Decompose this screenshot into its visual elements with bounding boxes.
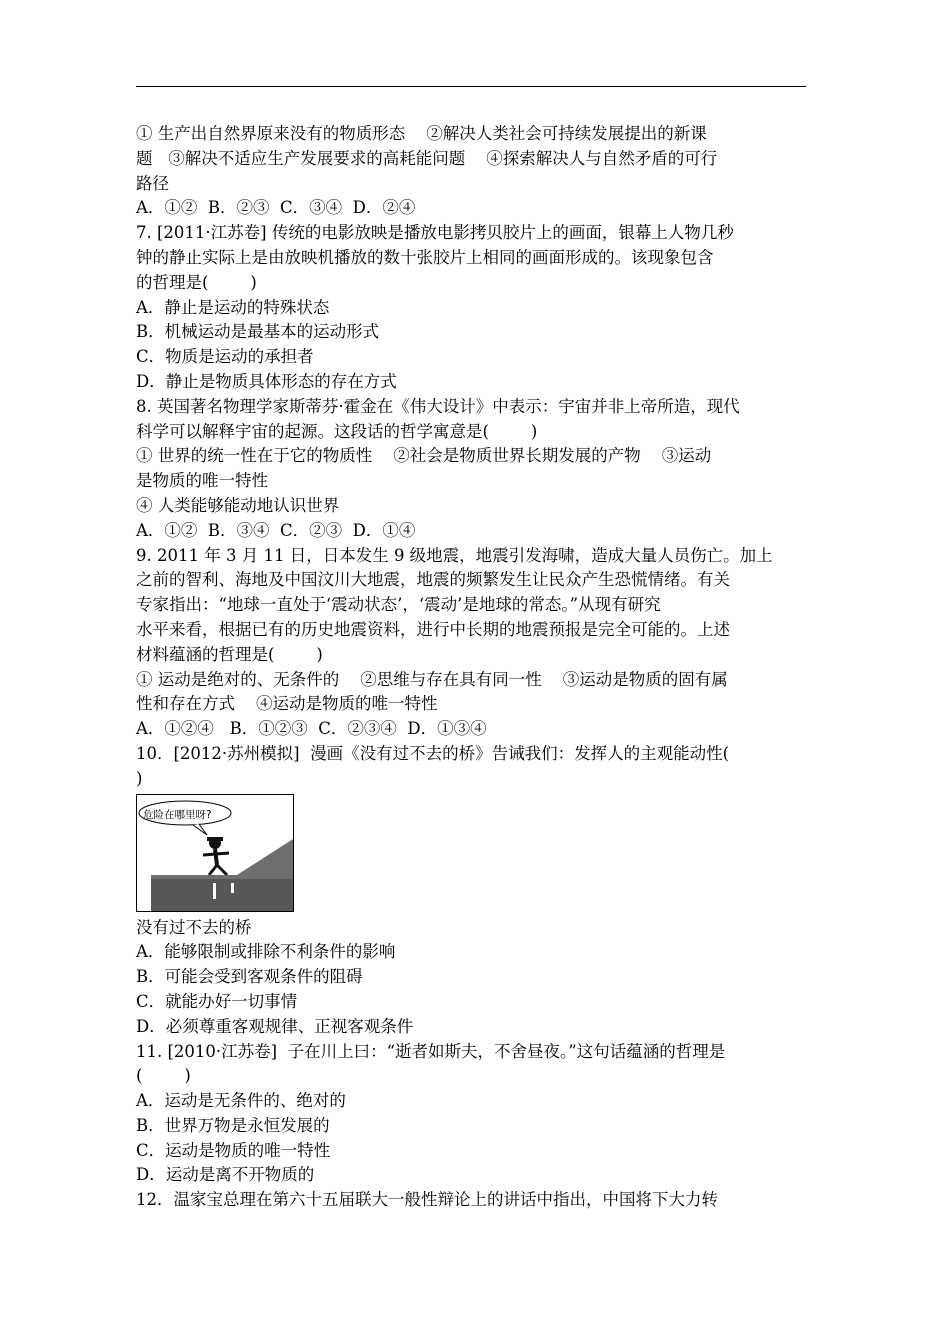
q8-stem-line: 是物质的唯一特性 [136, 471, 268, 491]
question-6-tail [136, 122, 808, 221]
q8-stem-line: 8. 英国著名物理学家斯蒂芬·霍金在《伟大设计》中表示：宇宙并非上帝所造，现代 [136, 396, 740, 416]
q8-stem-line: 科学可以解释宇宙的起源。这段话的哲学寓意是( ) [136, 421, 538, 441]
q9-stem-line: 之前的智利、海地及中国汶川大地震，地震的频繁发生让民众产生恐慌情绪。有关 [136, 570, 730, 590]
q6-answer-choices: A．①② B．②③ C．③④ D．②④ [136, 198, 416, 218]
q6-line: ① 生产出自然界原来没有的物质形态 ②解决人类社会可持续发展提出的新课 [136, 124, 707, 143]
speech-bubble-text: 危险在哪里呀? [143, 808, 212, 821]
q6-line: 题 ③解决不适应生产发展要求的高耗能问题 ④探索解决人与自然矛盾的可行 [136, 148, 718, 168]
q9-stem-line: 水平来看，根据已有的历史地震资料，进行中长期的地震预报是完全可能的。上述 [136, 619, 730, 639]
q7-option-b: B．机械运动是最基本的运动形式 [136, 322, 380, 342]
q10-option-a: A．能够限制或排除不利条件的影响 [136, 942, 396, 962]
q8-stem-line: ④ 人类能够能动地认识世界 [136, 495, 340, 515]
bridge-gap [231, 883, 234, 893]
q7-stem-line: 7. [2011·江苏卷] 传统的电影放映是播放电影拷贝胶片上的画面，银幕上人物几秒 [136, 223, 734, 243]
cartoon-caption: 没有过不去的桥 [136, 917, 252, 937]
q10-stem-line: ) [136, 768, 143, 788]
left-void [137, 879, 151, 911]
question-10 [136, 742, 808, 1040]
q10-option-d: D．必须尊重客观规律、正视客观条件 [136, 1016, 414, 1036]
q9-stem-line: 性和存在方式 ④运动是物质的唯一特性 [136, 694, 438, 714]
person-arms [203, 853, 229, 855]
q9-stem-line: ① 运动是绝对的、无条件的 ②思维与存在具有同一性 ③运动是物质的固有属 [136, 669, 728, 689]
question-12 [136, 1188, 808, 1213]
q7-option-d: D．静止是物质具体形态的存在方式 [136, 371, 397, 391]
question-8 [136, 395, 808, 544]
q11-stem-line: 11. [2010·江苏卷] 子在川上曰：“逝者如斯夫，不舍昼夜。”这句话蕴涵的哲理是 [136, 1041, 726, 1061]
q11-option-b: B．世界万物是永恒发展的 [136, 1115, 330, 1135]
q10-stem-line: 10．[2012·苏州模拟] 漫画《没有过不去的桥》告诫我们：发挥人的主观能动性( [136, 743, 730, 763]
q11-option-c: C．运动是物质的唯一特性 [136, 1140, 331, 1160]
q7-option-a: A．静止是运动的特殊状态 [136, 297, 330, 317]
q9-answer-choices: A．①②④ B．①②③ C．②③④ D．①③④ [136, 719, 487, 739]
person-body [215, 849, 217, 865]
exam-page [136, 122, 808, 1213]
person-left-leg [209, 865, 217, 875]
q7-stem-line: 钟的静止实际上是由放映机播放的数十张胶片上相同的画面形成的。该现象包含 [136, 247, 714, 267]
q12-stem-line: 12．温家宝总理在第六十五届联大一般性辩论上的讲话中指出，中国将下大力转 [136, 1190, 718, 1210]
hill-slope [151, 839, 293, 881]
q10-option-b: B．可能会受到客观条件的阻碍 [136, 967, 363, 987]
q11-option-a: A．运动是无条件的、绝对的 [136, 1091, 346, 1111]
q9-stem-line: 专家指出：“地球一直处于‘震动状态’，‘震动’是地球的常态。”从现有研究 [136, 595, 661, 615]
bridge-deck [151, 879, 293, 911]
q9-stem-line: 9. 2011 年 3 月 11 日，日本发生 9 级地震，地震引发海啸，造成大量人员伤亡。加上 [136, 545, 773, 565]
person-right-leg [217, 865, 227, 875]
bridge-cartoon [136, 794, 294, 912]
bridge-gap [213, 883, 216, 899]
question-7 [136, 221, 808, 395]
question-9 [136, 544, 808, 742]
q10-option-c: C．就能办好一切事情 [136, 991, 298, 1011]
q8-stem-line: ① 世界的统一性在于它的物质性 ②社会是物质世界长期发展的产物 ③运动 [136, 446, 712, 466]
q11-stem-line: ( ) [136, 1066, 191, 1086]
q7-option-c: C．物质是运动的承担者 [136, 347, 314, 367]
q7-stem-line: 的哲理是( ) [136, 272, 257, 292]
person-hat [207, 837, 223, 841]
q11-option-d: D．运动是离不开物质的 [136, 1165, 315, 1185]
question-11 [136, 1040, 808, 1189]
header-rule [136, 86, 806, 87]
q8-answer-choices: A．①② B．③④ C．②③ D．①④ [136, 520, 416, 540]
q9-stem-line: 材料蕴涵的哲理是( ) [136, 644, 323, 664]
q6-line: 路径 [136, 173, 169, 193]
